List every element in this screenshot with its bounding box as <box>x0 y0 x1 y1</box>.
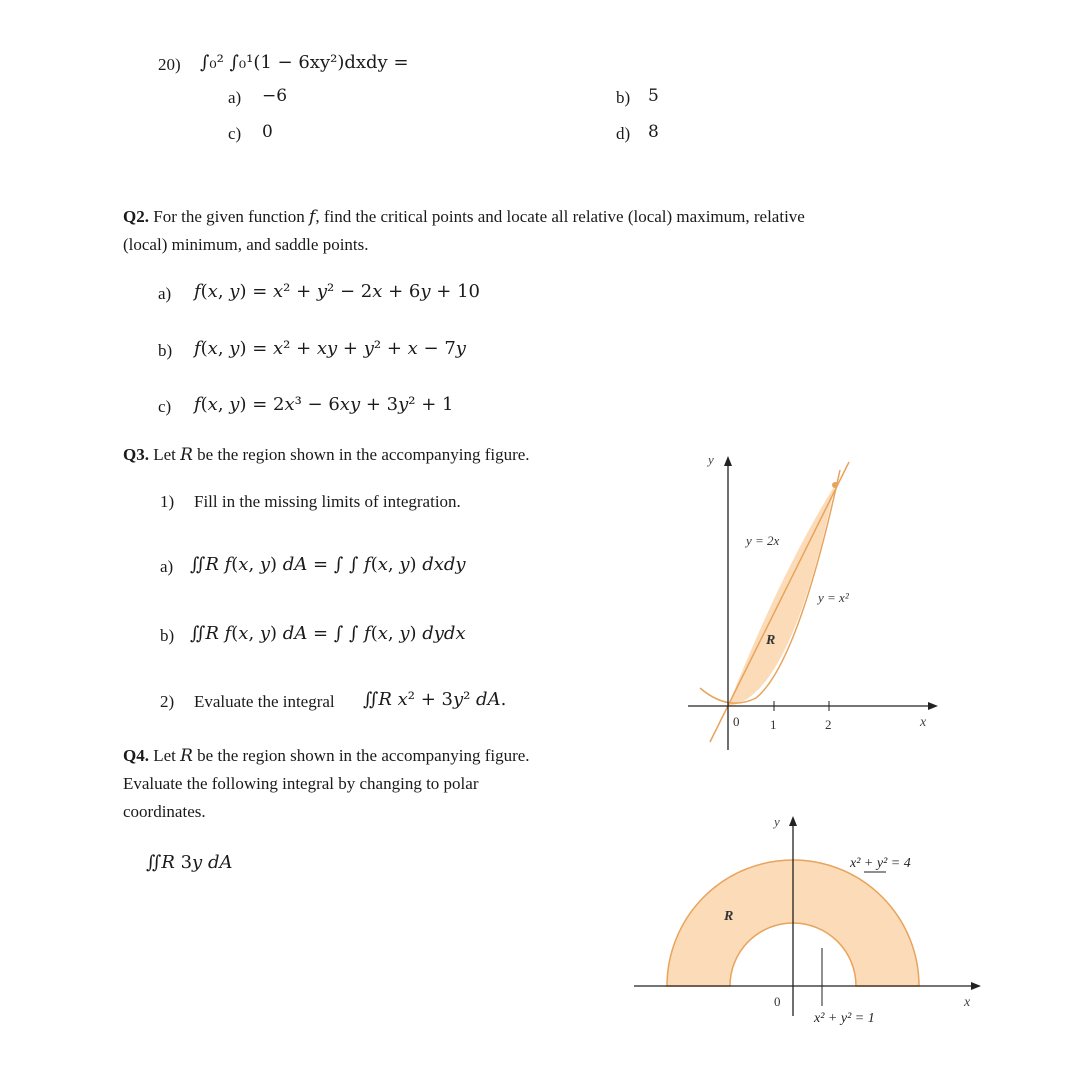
question-2-heading: Q2. <box>123 207 149 226</box>
question-4-text-3: coordinates. <box>123 802 206 821</box>
q4-integral: ∬𝑅 3𝑦 𝑑𝐴 <box>146 852 233 873</box>
question-2-text-1: For the given function 𝑓, find the critical points and locate all relative (local) maximum, relative <box>153 207 805 226</box>
q4-origin-label: 0 <box>774 994 781 1009</box>
q3-a-expression: ∬𝑅 𝑓(𝑥, 𝑦) 𝑑𝐴 = ∫ ∫ 𝑓(𝑥, 𝑦) 𝑑𝑥𝑑𝑦 <box>190 554 466 575</box>
q3-origin-label: 0 <box>733 714 740 729</box>
q3-part-1-label: 1) <box>160 492 175 511</box>
q3-a-label: a) <box>160 557 174 576</box>
q3-tick-1-label: 1 <box>770 717 777 732</box>
option-c-label: c) <box>228 124 242 143</box>
q3-part-2-text: Evaluate the integral <box>194 692 335 711</box>
question-3-heading: Q3. <box>123 445 149 464</box>
q3-region-figure <box>680 450 940 760</box>
q3-y-axis-arrow <box>724 456 732 466</box>
q4-inner-circle-label: x² + y² = 1 <box>814 1011 875 1026</box>
q2-item-b-label: b) <box>158 341 173 360</box>
q2-item-b-expression: 𝑓(𝑥, 𝑦) = 𝑥² + 𝑥𝑦 + 𝑦² + 𝑥 − 7𝑦 <box>194 338 466 359</box>
q3-part-1-text: Fill in the missing limits of integration. <box>194 492 461 511</box>
option-a-value: −6 <box>262 86 288 106</box>
q4-annulus-figure <box>628 810 988 1030</box>
question-3-intro: Let 𝑅 be the region shown in the accompanying figure. <box>153 445 530 464</box>
q4-x-axis-arrow <box>971 982 981 990</box>
q4-y-axis-label: y <box>774 814 780 829</box>
q3-part-2-expression: ∬𝑅 𝑥² + 3𝑦² 𝑑𝐴. <box>363 689 507 710</box>
intersection-point <box>832 482 838 488</box>
question-4-heading: Q4. <box>123 746 149 765</box>
question-4-text-1: Let 𝑅 be the region shown in the accompanying figure. <box>153 746 530 765</box>
option-d-value: 8 <box>648 122 659 142</box>
q3-part-2-label: 2) <box>160 692 175 711</box>
q3-y-axis-label: y <box>708 452 714 467</box>
q3-curve-label: y = x² <box>818 590 849 605</box>
option-b-label: b) <box>616 88 631 107</box>
q2-item-a-expression: 𝑓(𝑥, 𝑦) = 𝑥² + 𝑦² − 2𝑥 + 6𝑦 + 10 <box>194 281 480 302</box>
q3-b-expression: ∬𝑅 𝑓(𝑥, 𝑦) 𝑑𝐴 = ∫ ∫ 𝑓(𝑥, 𝑦) 𝑑𝑦𝑑𝑥 <box>190 623 466 644</box>
q4-outer-circle-label: x² + y² = 4 <box>850 856 911 871</box>
q2-item-c-label: c) <box>158 397 172 416</box>
q4-region-label: R <box>724 909 734 924</box>
q3-b-label: b) <box>160 626 175 645</box>
q3-x-axis-label: x <box>920 715 927 730</box>
q4-x-axis-label: x <box>964 995 971 1010</box>
q3-region-label: R <box>766 633 776 648</box>
q3-x-axis-arrow <box>928 702 938 710</box>
question-2-text-2: (local) minimum, and saddle points. <box>123 235 369 254</box>
option-c-value: 0 <box>262 122 273 142</box>
question-2-line-1 <box>123 203 805 230</box>
q2-item-a-label: a) <box>158 284 172 303</box>
option-b-value: 5 <box>648 86 659 106</box>
option-a-label: a) <box>228 88 242 107</box>
q2-item-c-expression: 𝑓(𝑥, 𝑦) = 2𝑥³ − 6𝑥𝑦 + 3𝑦² + 1 <box>194 394 454 415</box>
question-20-number: 20) <box>158 55 181 74</box>
question-4-text-2: Evaluate the following integral by changing to polar <box>123 774 479 793</box>
question-3-intro-line <box>123 441 530 468</box>
q4-y-axis-arrow <box>789 816 797 826</box>
q3-tick-2-label: 2 <box>825 717 832 732</box>
q3-line-label: y = 2x <box>746 533 780 548</box>
question-20-expression: ∫₀² ∫₀¹(1 − 6xy²)dxdy = <box>200 52 409 73</box>
option-d-label: d) <box>616 124 631 143</box>
question-4-line-1 <box>123 742 530 769</box>
